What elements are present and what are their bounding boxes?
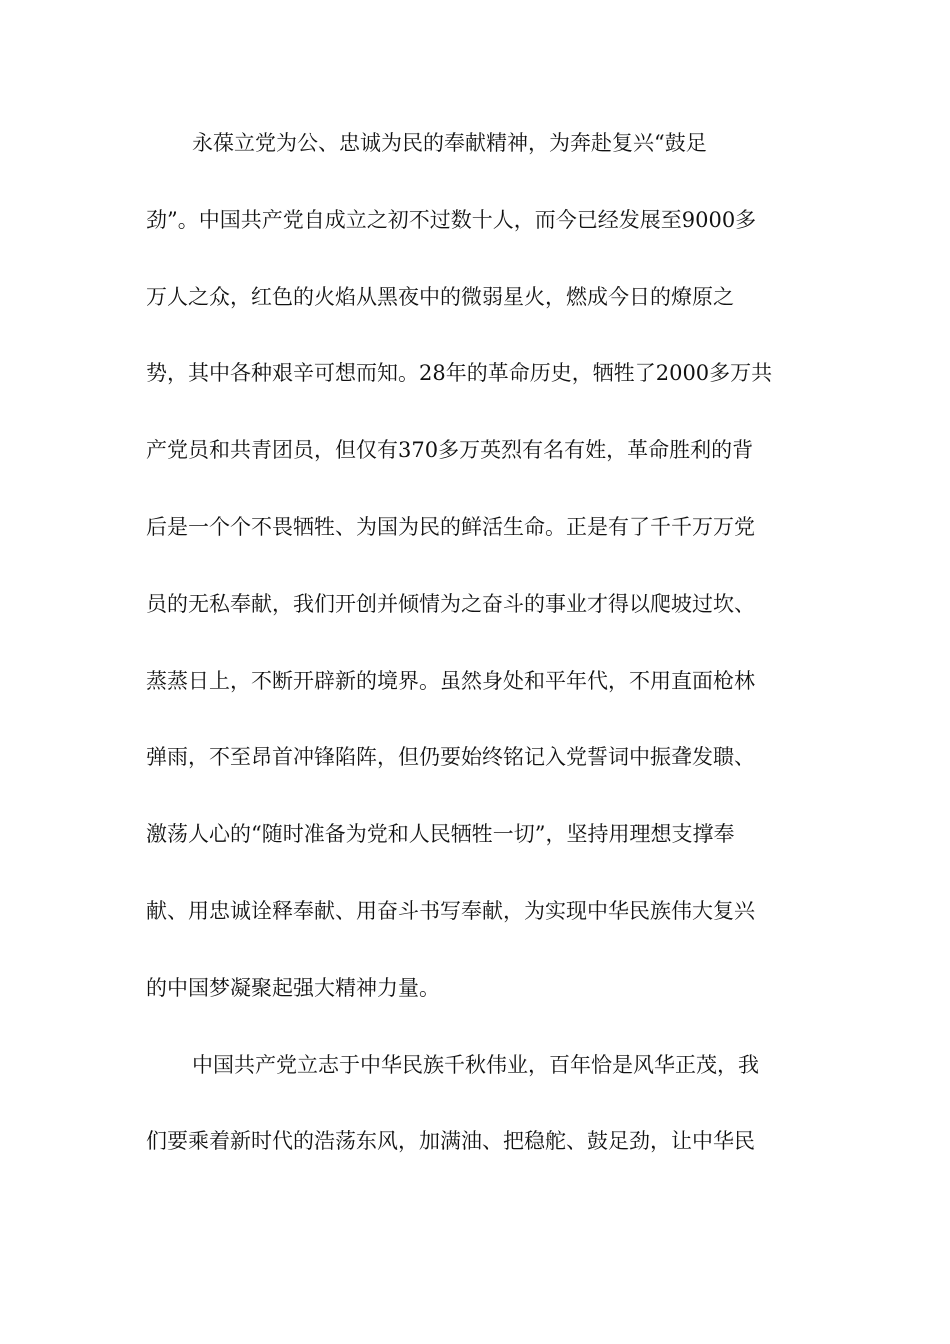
paragraph-line: 们要乘着新时代的浩荡东风，加满油、把稳舵、鼓足劲，让中华民	[146, 1129, 755, 1154]
paragraph-line: 中国共产党立志于中华民族千秋伟业，百年恰是风华正茂，我	[192, 1052, 759, 1077]
paragraph-line: 蒸蒸日上，不断开辟新的境界。虽然身处和平年代，不用直面枪林	[146, 668, 755, 693]
paragraph-line: 后是一个个不畏牺牲、为国为民的鲜活生命。正是有了千千万万党	[146, 514, 755, 539]
paragraph-line: 万人之众，红色的火焰从黑夜中的微弱星火，燃成今日的燎原之	[146, 284, 734, 309]
paragraph-line: 产党员和共青团员，但仅有370多万英烈有名有姓，革命胜利的背	[146, 438, 754, 463]
paragraph-line: 劲”。中国共产党自成立之初不过数十人，而今已经发展至9000多	[146, 207, 757, 232]
paragraph-line: 势，其中各种艰辛可想而知。28年的革命历史，牺牲了2000多万共	[146, 361, 773, 386]
paragraph-line: 弹雨，不至昂首冲锋陷阵，但仍要始终铭记入党誓词中振聋发聩、	[146, 745, 755, 770]
paragraph-1	[146, 131, 826, 1001]
paragraph-line: 员的无私奉献，我们开创并倾情为之奋斗的事业才得以爬坡过坎、	[146, 591, 755, 616]
paragraph-line: 激荡人心的“随时准备为党和人民牺牲一切”，坚持用理想支撑奉	[146, 822, 735, 847]
paragraph-2	[146, 1053, 826, 1155]
paragraph-line: 的中国梦凝聚起强大精神力量。	[146, 975, 440, 1000]
document-body	[146, 131, 826, 1206]
paragraph-line: 永葆立党为公、忠诚为民的奉献精神，为奔赴复兴“鼓足	[192, 131, 707, 155]
paragraph-line: 献、用忠诚诠释奉献、用奋斗书写奉献，为实现中华民族伟大复兴	[146, 898, 755, 923]
